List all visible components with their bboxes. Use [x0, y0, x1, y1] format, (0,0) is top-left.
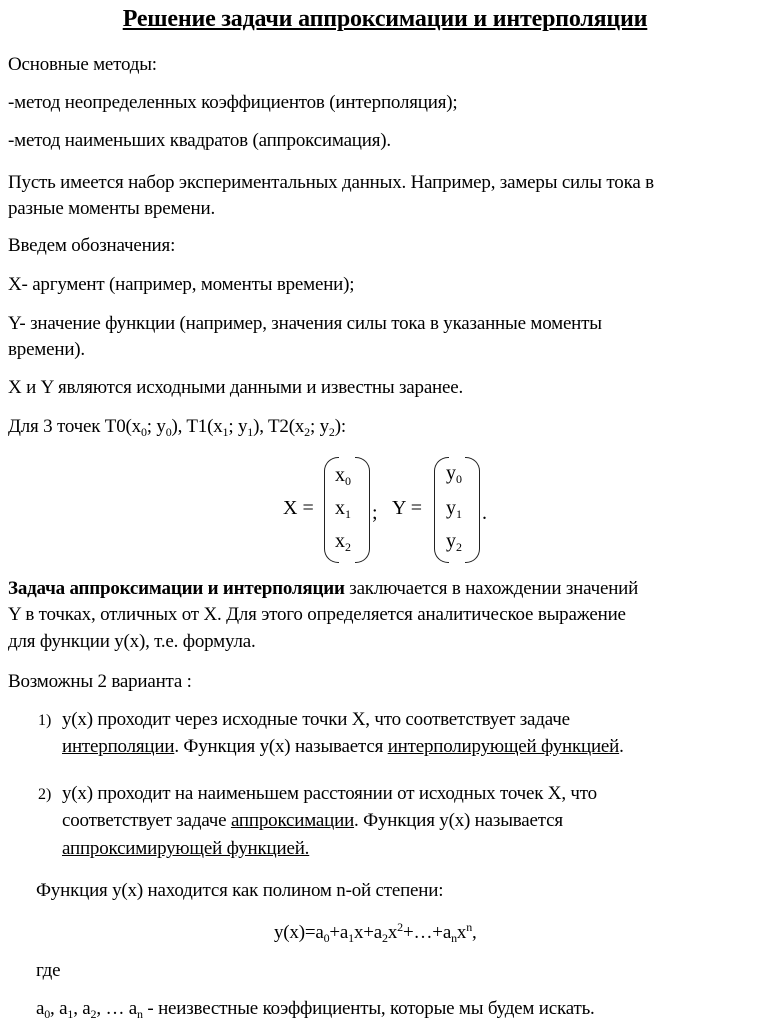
text-segment: x — [456, 922, 467, 943]
text-line — [8, 170, 654, 196]
text-segment: , … a — [96, 998, 138, 1019]
text-segment: , a — [50, 998, 68, 1019]
text-line — [8, 233, 175, 259]
text-segment: n — [137, 1007, 143, 1021]
text-segment: интерполяции — [62, 736, 175, 757]
text-segment: y(x)=a — [274, 922, 324, 943]
text-line — [8, 337, 85, 363]
paren-right — [355, 457, 370, 563]
text-segment: . Функция y(x) называется — [174, 736, 388, 757]
text-segment: соответствует задаче — [62, 810, 231, 831]
matrix-y-cell: $y_2$ — [446, 530, 462, 554]
text-segment: -метод неопределенных коэффициентов (интерполяция); — [8, 92, 458, 113]
text-line — [8, 196, 215, 222]
matrix-y-cell: $y_1$ — [446, 497, 462, 521]
matrix-separator: ; — [372, 502, 378, 524]
matrix-x-cell: $x_2$ — [335, 530, 351, 554]
text-segment: где — [36, 960, 61, 981]
matrix-x-cell: $x_0$ — [335, 464, 351, 488]
text-line — [8, 576, 638, 602]
text-line — [8, 669, 192, 695]
list-number: 2) — [38, 786, 52, 803]
text-line — [274, 920, 477, 946]
text-segment: аппроксимации — [230, 810, 355, 831]
text-line — [8, 90, 457, 116]
text-segment: , — [472, 922, 477, 943]
text-segment: Y- значение функции (например, значения силы тока в указанные моменты — [8, 313, 602, 334]
text-line — [36, 996, 595, 1022]
text-segment: . — [619, 736, 624, 757]
text-line — [8, 414, 346, 440]
text-line — [62, 707, 570, 733]
text-segment: - неизвестные коэффициенты, которые мы будем искать. — [142, 998, 595, 1019]
text-segment: заключается в нахождении значений — [344, 578, 639, 599]
text-segment: 0 — [323, 931, 330, 945]
text-segment: разные моменты времени. — [8, 198, 216, 219]
text-segment: 0 — [44, 1007, 51, 1021]
text-line — [8, 128, 391, 154]
text-segment: 1 — [247, 425, 254, 439]
text-line — [8, 52, 157, 78]
text-segment: x — [387, 922, 398, 943]
text-segment: n — [466, 920, 472, 934]
text-segment: Функция y(x) находится как полином n-ой степени: — [36, 880, 444, 901]
text-line — [62, 781, 597, 807]
text-segment: 2 — [90, 1007, 97, 1021]
text-line — [8, 375, 463, 401]
text-line — [62, 808, 563, 834]
matrix-x-label: X = — [283, 497, 314, 519]
text-segment: ; y — [228, 416, 248, 437]
text-segment: ), T1(x — [171, 416, 223, 437]
text-segment: времени). — [8, 339, 85, 360]
text-segment: Возможны 2 варианта : — [8, 671, 192, 692]
matrix-y-label: Y = — [392, 497, 422, 519]
text-segment: n — [451, 931, 457, 945]
text-segment: x+a — [353, 922, 383, 943]
text-segment: +…+a — [402, 922, 452, 943]
text-segment: Y в точках, отличных от X. Для этого определяется аналитическое выражение — [8, 604, 626, 625]
text-segment: 0 — [140, 425, 147, 439]
text-segment: a — [36, 998, 45, 1019]
text-segment: ; y — [146, 416, 166, 437]
text-segment: 2 — [397, 920, 403, 934]
list-number: 1) — [38, 712, 52, 729]
text-segment: аппроксимирующей функцией. — [62, 838, 310, 859]
text-segment: 2 — [328, 425, 335, 439]
text-segment: ), T2(x — [253, 416, 305, 437]
matrix-x-cell: $x_1$ — [335, 497, 351, 521]
text-line — [36, 958, 60, 984]
text-segment: X и Y являются исходными данными и известны заранее. — [8, 377, 464, 398]
paren-right — [465, 457, 480, 563]
text-line — [8, 311, 602, 337]
text-segment: +a — [329, 922, 349, 943]
text-segment: для функции y(x), т.е. формула. — [8, 631, 256, 652]
text-segment: 2 — [304, 425, 310, 439]
text-segment: Для 3 точек T0(x — [8, 416, 141, 437]
text-line — [36, 878, 443, 904]
text-line — [8, 272, 354, 298]
text-segment: 1 — [222, 425, 229, 439]
text-segment: Введем обозначения: — [8, 235, 176, 256]
text-segment: 0 — [165, 425, 172, 439]
text-line — [8, 629, 256, 655]
text-segment: 1 — [67, 1007, 74, 1021]
matrix-y-cell: $y_0$ — [446, 462, 462, 486]
text-segment: интерполирующей функцией — [387, 736, 620, 757]
text-segment: y(x) проходит через исходные точки X, что соответствует задаче — [62, 709, 570, 730]
text-segment: ; y — [309, 416, 329, 437]
text-segment: 2 — [382, 931, 388, 945]
text-segment: Задача аппроксимации и интерполяции — [8, 578, 345, 599]
text-segment: X- аргумент (например, моменты времени); — [8, 274, 355, 295]
text-line — [8, 602, 626, 628]
text-line — [62, 734, 624, 760]
text-line — [62, 836, 309, 862]
text-segment: -метод наименьших квадратов (аппроксимация). — [8, 130, 391, 151]
page-title: Решение задачи аппроксимации и интерполяции — [122, 6, 648, 32]
text-segment: , a — [73, 998, 91, 1019]
text-segment: 1 — [348, 931, 354, 945]
text-segment: Пусть имеется набор экспериментальных данных. Например, замеры силы тока в — [8, 172, 654, 193]
matrix-end: . — [482, 502, 487, 524]
text-segment: ): — [334, 416, 346, 437]
text-segment: y(x) проходит на наименьшем расстоянии от исходных точек X, что — [62, 783, 597, 804]
text-segment: . Функция y(x) называется — [354, 810, 563, 831]
text-segment: Основные методы: — [8, 54, 157, 75]
